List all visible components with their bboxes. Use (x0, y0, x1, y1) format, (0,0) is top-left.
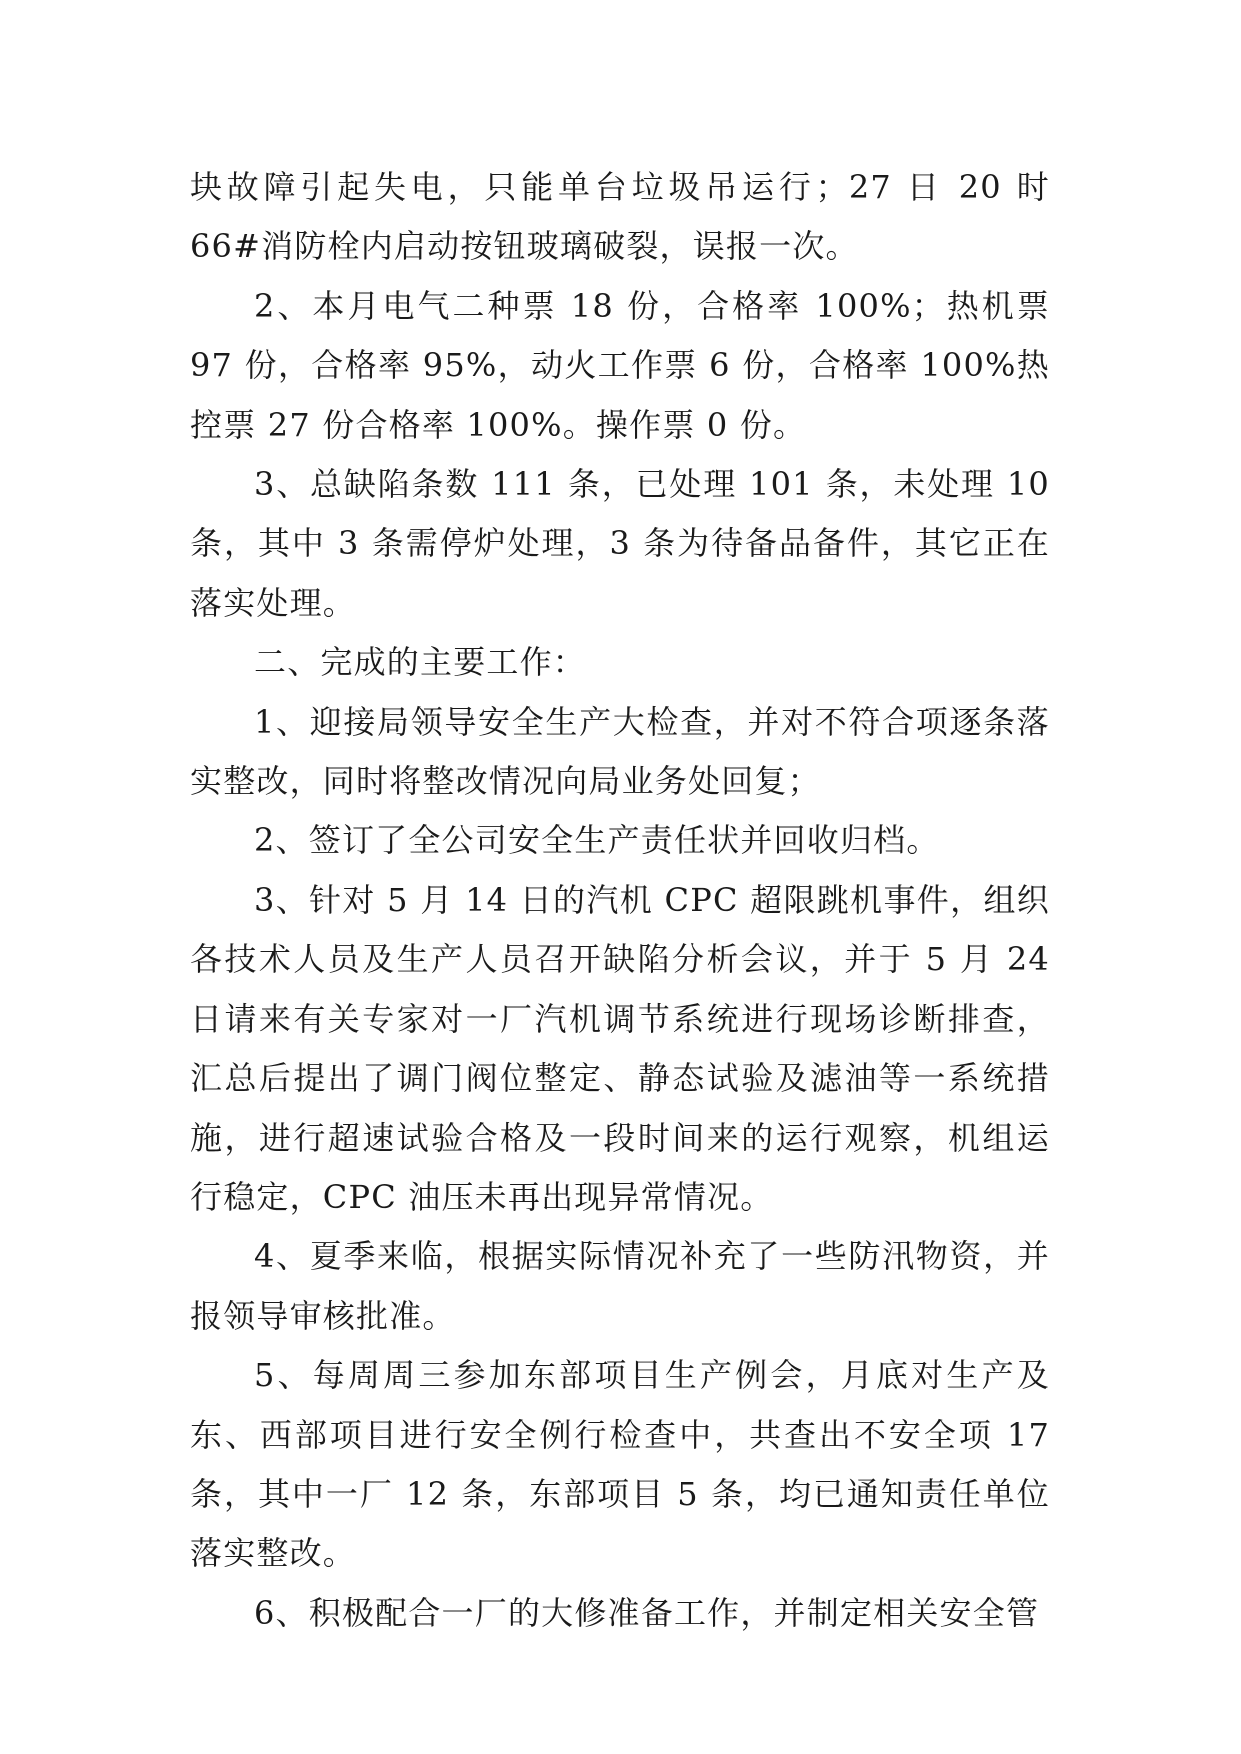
paragraph-responsibility: 2、签订了全公司安全生产责任状并回收归档。 (254, 821, 940, 860)
paragraph-overhaul-prep: 6、积极配合一厂的大修准备工作，并制定相关安全管 (254, 1593, 1040, 1632)
paragraph-work-tickets: 2、本月电气二种票 18 份，合格率 100%；热机票 97 份，合格率 95%，动火工作票 6 份，合格率 100%热控票 27 份合格率 100%。操作票 0 份。 (190, 286, 1050, 444)
paragraph-defects: 3、总缺陷条数 111 条，已处理 101 条，未处理 10 条，其中 3 条需停炉处理，3 条为待备品备件，其它正在落实处理。 (190, 465, 1050, 622)
paragraph-weekly-meeting: 5、每周周三参加东部项目生产例会，月底对生产及东、西部项目进行安全例行检查中，共查出不安全项 17 条，其中一厂 12 条，东部项目 5 条，均已通知责任单位落实整改。 (190, 1356, 1050, 1573)
section-heading-main-work: 二、完成的主要工作： (254, 643, 587, 682)
paragraph-cpc-event: 3、针对 5 月 14 日的汽机 CPC 超限跳机事件，组织各技术人员及生产人员召开缺陷分析会议，并于 5 月 24 日请来有关专家对一厂汽机调节系统进行现场诊断排查，汇总后提出了调门阀位整定、静态试验及滤油等一系统措施，进行超速试验合格及一段时间来的运行观察，机组运行稳定，CPC 油压未再出现异常情况。 (190, 880, 1050, 1216)
paragraph-inspection: 1、迎接局领导安全生产大检查，并对不符合项逐条落实整改，同时将整改情况向局业务处回复； (190, 702, 1050, 801)
document-body (190, 158, 1050, 1643)
paragraph-fault-report: 块故障引起失电，只能单台垃圾吊运行；27 日 20 时 66#消防栓内启动按钮玻璃破裂，误报一次。 (190, 168, 1050, 266)
paragraph-flood-supplies: 4、夏季来临，根据实际情况补充了一些防汛物资，并报领导审核批准。 (190, 1237, 1050, 1335)
